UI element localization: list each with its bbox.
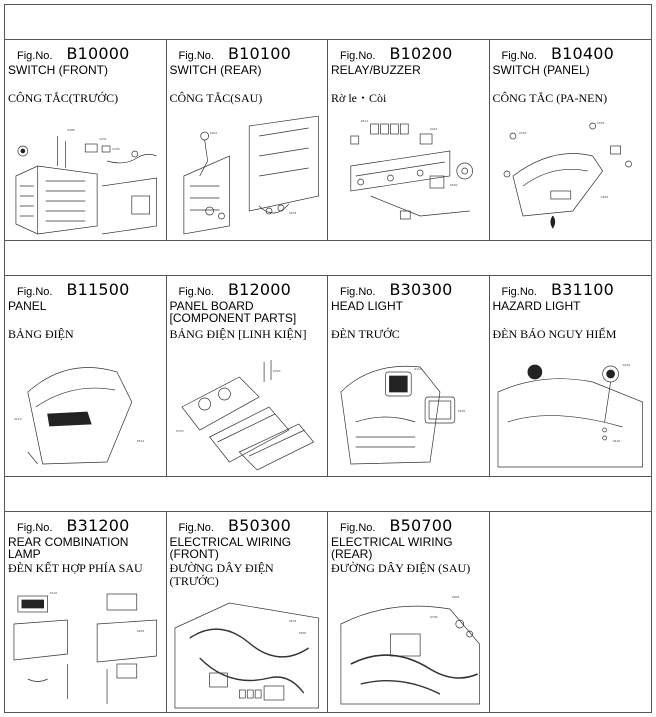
spacer-row bbox=[4, 240, 652, 276]
svg-text:0285: 0285 bbox=[67, 127, 75, 133]
svg-text:0110: 0110 bbox=[414, 366, 422, 372]
svg-text:0700: 0700 bbox=[430, 614, 438, 620]
figure-title-en: ELECTRICAL WIRING (FRONT) bbox=[169, 535, 292, 561]
svg-text:0903: 0903 bbox=[451, 594, 460, 600]
svg-text:1231: 1231 bbox=[99, 136, 107, 142]
figure-row-1 bbox=[4, 39, 652, 241]
figure-title-vi: ĐƯỜNG DÂY ĐIỆN (SAU) bbox=[331, 561, 471, 575]
figure-title-en: SWITCH (FRONT) bbox=[8, 63, 108, 77]
figure-cell-b11500[interactable] bbox=[5, 276, 167, 476]
rear-combination-lamp-illustration bbox=[8, 584, 163, 710]
figure-title-en: SWITCH (REAR) bbox=[169, 63, 262, 77]
figure-code[interactable]: B12000 bbox=[227, 280, 292, 299]
svg-text:0420: 0420 bbox=[449, 182, 458, 188]
rear-switch-illustration bbox=[170, 116, 325, 238]
fig-no-label: Fig.No. bbox=[340, 286, 376, 298]
svg-text:0110: 0110 bbox=[49, 590, 58, 596]
figure-title-vi: ĐƯỜNG DÂY ĐIỆN (TRƯỚC) bbox=[169, 561, 274, 588]
figure-title-vi: CÔNG TẮC(SAU) bbox=[169, 91, 263, 105]
figure-code[interactable]: B50300 bbox=[227, 516, 292, 535]
figure-title-en: ELECTRICAL WIRING (REAR) bbox=[331, 535, 453, 561]
figure-cell-b12000[interactable] bbox=[167, 276, 329, 476]
svg-text:0511: 0511 bbox=[136, 438, 145, 444]
front-wiring-illustration bbox=[170, 598, 325, 710]
svg-text:0370: 0370 bbox=[175, 428, 183, 434]
fig-no-label: Fig.No. bbox=[178, 522, 214, 534]
rear-wiring-illustration bbox=[331, 584, 486, 710]
figure-cell-b31100[interactable] bbox=[490, 276, 652, 476]
figure-title-vi: BẢNG ĐIỆN [LINH KIỆN] bbox=[169, 327, 307, 341]
svg-text:0110: 0110 bbox=[622, 362, 630, 368]
figure-code[interactable]: B50700 bbox=[389, 516, 453, 535]
figure-row-2 bbox=[4, 275, 652, 477]
panel-switch-illustration bbox=[493, 116, 649, 238]
fig-no-label: Fig.No. bbox=[340, 522, 376, 534]
panel-illustration bbox=[8, 352, 163, 474]
svg-text:0705: 0705 bbox=[596, 120, 604, 126]
fig-no-label: Fig.No. bbox=[17, 522, 53, 534]
figure-code[interactable]: B11500 bbox=[66, 280, 130, 299]
svg-text:0203: 0203 bbox=[288, 210, 296, 216]
figure-code[interactable]: B10100 bbox=[227, 44, 292, 63]
figure-cell-b31200[interactable] bbox=[5, 512, 167, 712]
svg-text:1230: 1230 bbox=[111, 146, 120, 152]
figure-code[interactable]: B31100 bbox=[550, 280, 615, 299]
svg-text:0120: 0120 bbox=[457, 408, 466, 414]
figure-title-en: SWITCH (PANEL) bbox=[492, 63, 590, 77]
svg-text:0300: 0300 bbox=[298, 630, 306, 636]
figure-code[interactable]: B10200 bbox=[389, 44, 453, 63]
figure-title-en: HEAD LIGHT bbox=[331, 299, 404, 313]
figure-title-en: HAZARD LIGHT bbox=[492, 299, 581, 313]
svg-text:0410: 0410 bbox=[612, 438, 620, 444]
svg-text:0414: 0414 bbox=[430, 126, 438, 132]
fig-no-label: Fig.No. bbox=[501, 286, 537, 298]
figure-title-en: REAR COMBINATION LAMP bbox=[8, 535, 129, 561]
hazard-light-illustration bbox=[493, 352, 649, 474]
figure-cell-b10400[interactable] bbox=[490, 40, 652, 240]
figure-cell-b10000[interactable] bbox=[5, 40, 167, 240]
svg-text:0110: 0110 bbox=[13, 416, 22, 422]
spacer-row bbox=[4, 4, 652, 40]
figure-title-en: PANEL BOARD [COMPONENT PARTS] bbox=[169, 299, 297, 325]
figure-title-vi: CÔNG TẮC(TRƯỚC) bbox=[8, 91, 119, 105]
fig-no-label: Fig.No. bbox=[501, 50, 537, 62]
figure-code[interactable]: B10000 bbox=[66, 44, 130, 63]
fig-no-label: Fig.No. bbox=[17, 50, 53, 62]
figure-cell-empty bbox=[490, 512, 652, 712]
panel-board-illustration bbox=[170, 352, 325, 474]
svg-text:0205: 0205 bbox=[136, 628, 145, 634]
figure-title-vi: ĐÈN BÁO NGUY HIỂM bbox=[492, 327, 617, 341]
head-light-illustration bbox=[331, 352, 486, 474]
figure-row-3 bbox=[4, 511, 652, 713]
fig-no-label: Fig.No. bbox=[178, 50, 214, 62]
svg-text:0700: 0700 bbox=[600, 194, 608, 200]
figure-title-vi: ĐÈN KẾT HỢP PHÍA SAU bbox=[8, 561, 143, 575]
figure-title-vi: ĐÈN TRƯỚC bbox=[331, 327, 400, 341]
figure-code[interactable]: B31200 bbox=[66, 516, 130, 535]
figure-cell-b30300[interactable] bbox=[328, 276, 490, 476]
svg-text:0202: 0202 bbox=[209, 130, 217, 136]
svg-text:0411: 0411 bbox=[360, 118, 369, 124]
figure-code[interactable]: B30300 bbox=[389, 280, 453, 299]
figure-cell-b50700[interactable] bbox=[328, 512, 490, 712]
figure-title-vi: Rờ le・Còi bbox=[331, 91, 387, 105]
figure-title-en: RELAY/BUZZER bbox=[331, 63, 421, 77]
svg-text:0203: 0203 bbox=[272, 368, 281, 374]
figure-title-en: PANEL bbox=[8, 299, 47, 313]
relay-buzzer-illustration bbox=[331, 116, 486, 238]
front-switch-illustration bbox=[8, 116, 163, 238]
fig-no-label: Fig.No. bbox=[340, 50, 376, 62]
spacer-row bbox=[4, 476, 652, 512]
figure-title-vi: CÔNG TẮC (PA-NEN) bbox=[492, 91, 608, 105]
figure-code[interactable]: B10400 bbox=[550, 44, 615, 63]
fig-no-label: Fig.No. bbox=[178, 286, 214, 298]
figure-cell-b10100[interactable] bbox=[167, 40, 329, 240]
figure-cell-b50300[interactable] bbox=[167, 512, 329, 712]
figure-cell-b10200[interactable] bbox=[328, 40, 490, 240]
fig-no-label: Fig.No. bbox=[17, 286, 53, 298]
svg-text:0703: 0703 bbox=[518, 130, 527, 136]
svg-text:0102: 0102 bbox=[288, 618, 296, 624]
figure-title-vi: BẢNG ĐIỆN bbox=[8, 327, 74, 341]
